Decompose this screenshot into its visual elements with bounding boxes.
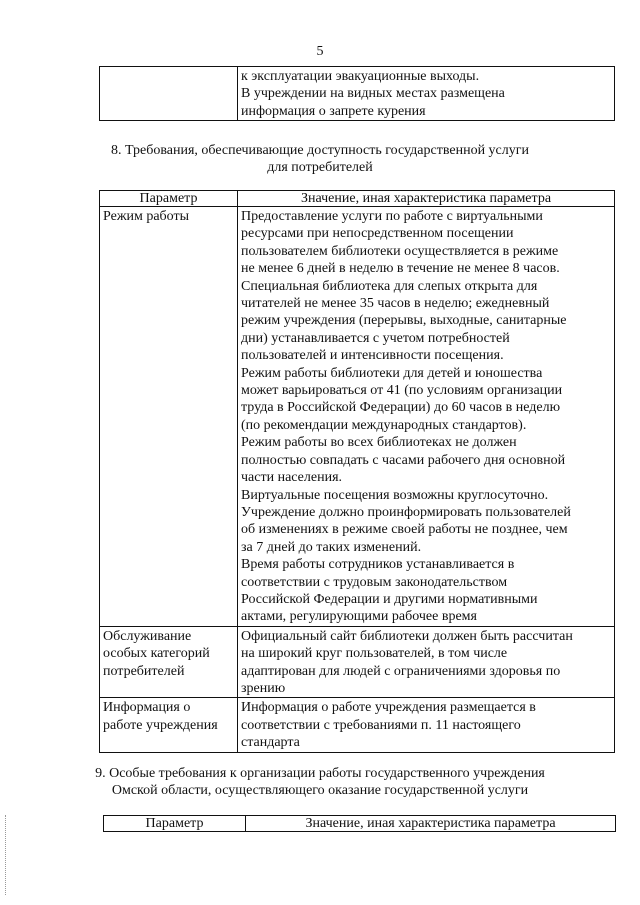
text-line: Российской Федерации и другими нормативными (241, 591, 538, 607)
text-line: Предоставление услуги по работе с виртуальными (241, 209, 543, 224)
text-line: Режим работы во всех библиотеках не должен (241, 435, 517, 451)
param-cell (100, 626, 238, 698)
text-line: Информация о (103, 700, 191, 716)
page-number: 5 (316, 44, 324, 59)
value-cell (238, 67, 615, 121)
text-line: (по рекомендации международных стандартов). (241, 417, 527, 433)
text-line: об изменениях в режиме своей работы не позднее, чем (241, 522, 568, 538)
section-8-heading (0, 142, 640, 176)
table-header-row (104, 816, 616, 832)
text-line: читателей не менее 35 часов в неделю; ежедневный (241, 296, 550, 312)
text-line: информация о запрете курения (241, 103, 426, 119)
text-line: пользователем библиотеки осуществляется в режиме (241, 243, 559, 259)
text-line: труда в Российской Федерации) до 60 часов в неделю (241, 400, 561, 416)
text-line: режим учреждения (перерывы, выходные, санитарные (241, 313, 567, 329)
section-9-heading (0, 765, 640, 799)
text-line: Режим работы библиотеки для детей и юношества (241, 365, 543, 381)
text-line: соответствии с требованиями п. 11 настоящего (241, 717, 521, 733)
column-header-param: Параметр (100, 191, 238, 207)
param-cell (100, 207, 238, 627)
text-line: особых категорий (103, 646, 210, 662)
heading-line: для потребителей (267, 160, 373, 175)
column-header-value: Значение, иная характеристика параметра (238, 191, 615, 207)
continuation-table (99, 66, 615, 121)
text-line: ресурсами при непосредственном посещении (241, 226, 514, 242)
table-row (100, 698, 615, 752)
param-cell (100, 67, 238, 121)
text-line: адаптирован для людей с ограничениями здоровья по (241, 663, 561, 679)
text-line: зрению (241, 680, 286, 696)
text-line: на широкий круг пользователей, в том числе (241, 646, 508, 662)
text-line: потребителей (103, 663, 185, 679)
heading-line: Омской области, осуществляющего оказание государственной услуги (111, 783, 529, 798)
text-line: Виртуальные посещения возможны круглосуточно. (241, 487, 549, 503)
value-cell (238, 698, 615, 752)
text-line: Официальный сайт библиотеки должен быть рассчитан (241, 628, 573, 644)
column-header-param: Параметр (104, 816, 246, 832)
text-line: Время работы сотрудников устанавливается в (241, 557, 515, 573)
text-line: Специальная библиотека для слепых открыта для (241, 278, 538, 294)
table-row (100, 207, 615, 627)
value-cell (238, 207, 615, 627)
text-line: не менее 6 дней в неделю в течение не менее 8 часов. (241, 261, 560, 277)
text-line: соответствии с трудовым законодательством (241, 574, 508, 590)
table-header-row (100, 191, 615, 207)
text-line: за 7 дней до таких изменений. (241, 539, 422, 555)
table-row (100, 67, 615, 121)
text-line: Информация о работе учреждения размещается в (241, 700, 536, 716)
heading-line: 8. Требования, обеспечивающие доступность государственной услуги (111, 143, 529, 158)
column-header-value: Значение, иная характеристика параметра (246, 816, 616, 832)
table-row (100, 626, 615, 698)
text-line: Режим работы (103, 209, 190, 224)
value-cell (238, 626, 615, 698)
text-line: Учреждение должно проинформировать пользователей (241, 504, 571, 520)
special-requirements-table (103, 815, 616, 832)
text-line: стандарта (241, 735, 300, 751)
accessibility-table (99, 190, 615, 753)
text-line: В учреждении на видных местах размещена (241, 86, 505, 102)
heading-line: 9. Особые требования к организации работы государственного учреждения (95, 766, 545, 781)
text-line: работе учреждения (103, 717, 218, 733)
param-cell (100, 698, 238, 752)
text-line: дни) устанавливается с учетом потребностей (241, 330, 510, 346)
text-line: Обслуживание (103, 628, 192, 644)
scan-edge-marks (5, 815, 8, 895)
text-line: полностью совпадать с часами рабочего дня основной (241, 452, 566, 468)
text-line: к эксплуатации эвакуационные выходы. (241, 69, 480, 84)
text-line: пользователей и интенсивности посещения. (241, 348, 504, 364)
text-line: актами, регулирующими рабочее время (241, 609, 477, 625)
text-line: части населения. (241, 470, 343, 486)
text-line: может варьироваться от 41 (по условиям организации (241, 383, 563, 399)
